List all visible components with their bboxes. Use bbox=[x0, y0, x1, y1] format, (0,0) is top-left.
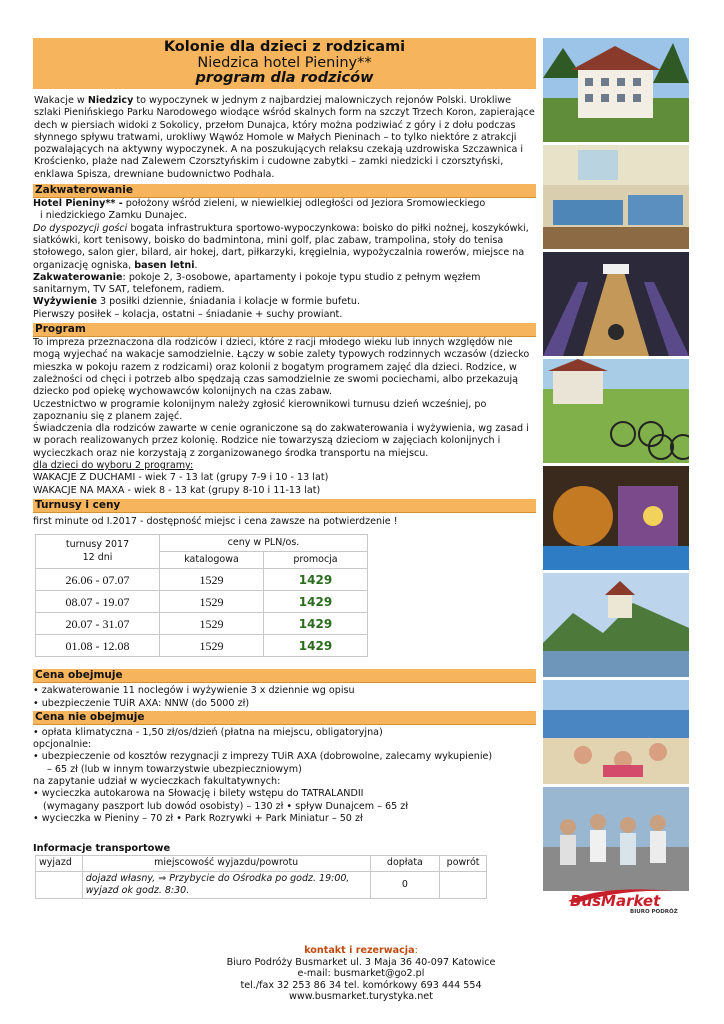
turnusy-header: turnusy 2017 12 dni bbox=[36, 535, 160, 569]
contact-label: kontakt i rezerwacja bbox=[304, 945, 415, 956]
intro-paragraph: Wakacje w Niedzicy to wypoczynek w jednym z najbardziej malowniczych rejonów Polski. Urokliwe szlaki Pienińskiego Parku Narodowego wiodące wśród skalnych form na szczyt Trzech Koron, zapierające dech w piersiach widoki z Sokolicy, przełom Dunajca, który można podziwiać z góry i z dołu podczas słynnego spływu tratwami, urokliwy Wąwóz Homole w Małych Pieninach – to tylko niektóre z atrakcji pozwalających na aktywny wypoczynek. A na poszukujących relaksu czekają uzdrowiska Szczawnica i Krościenko, plaże nad Zalewem Czorsztyńskim i cudowne zabytki – zamki niedzicki i czorsztyński, enklawa Spisza, drewniane budownictwo Podhala. bbox=[34, 95, 535, 180]
section-cena-obejmuje: Cena obejmuje bbox=[33, 669, 536, 683]
phone-numbers: tel./fax 32 253 86 34 tel. komórkowy 693 444 554 bbox=[240, 979, 482, 991]
table-row: 08.07 - 19.07 1529 1429 bbox=[36, 591, 368, 613]
first-minute-note: first minute od I.2017 - dostępność miejsc i cena zawsze na potwierdzenie ! bbox=[33, 515, 398, 527]
program-choice-label: dla dzieci do wyboru 2 programy: bbox=[33, 460, 194, 472]
hotel-building-photo bbox=[543, 38, 689, 142]
page-title: Kolonie dla dzieci z rodzicami bbox=[163, 39, 406, 55]
program-option-duchami: WAKACJE Z DUCHAMI - wiek 7 - 13 lat (grupy 7-9 i 10 - 13 lat) bbox=[33, 472, 329, 484]
svg-text:BusMarket: BusMarket bbox=[570, 892, 661, 910]
kids-group-photo bbox=[543, 787, 689, 891]
cena-obejmuje-list bbox=[33, 685, 536, 710]
section-zakwaterowanie: Zakwaterowanie bbox=[33, 184, 536, 198]
contact-footer: kontakt i rezerwacja: Biuro Podróży Busmarket ul. 3 Maja 36 40-097 Katowice e-mail: busmarket@go2.pl tel./fax 32 253 86 34 tel. komórkowy 693 444 554 www.busmarket.turystyka.net bbox=[33, 945, 689, 1003]
ceny-header: ceny w PLN/os. bbox=[160, 535, 368, 552]
list-item: • zakwaterowanie 11 noclegów i wyżywienie 3 x dziennie wg opisu bbox=[33, 685, 355, 697]
beach-lake-photo bbox=[543, 680, 689, 784]
table-row: dojazd własny, ⇒ Przybycie do Ośrodka po godz. 19:00, wyjazd ok godz. 8:30. 0 bbox=[36, 871, 487, 899]
section-cena-nie-obejmuje: Cena nie obejmuje bbox=[33, 711, 536, 725]
email-link[interactable]: e-mail: busmarket@go2.pl bbox=[297, 968, 425, 980]
transport-heading: Informacje transportowe bbox=[33, 843, 171, 855]
promocja-header: promocja bbox=[264, 552, 368, 569]
main-content bbox=[33, 38, 536, 899]
bicycles-photo bbox=[543, 359, 689, 463]
zakwaterowanie-body: Hotel Pieniny** - położony wśród zieleni, w niewielkiej odległości od Jeziora Sromowieckiego i niedzickiego Zamku Dunajec. Do dyspozycji gości bogata infrastruktura sportowo-wypoczynkowa: boisko do piłki nożnej, koszykówki, siatkówki, kort tenisowy, boisko do badmintona, mini golf, plac zabaw, trampolina, stoły do tenisa stołowego, salon gier, bilard, air hokej, dart, piłkarzyki, kręgielnia, wypożyczalnia rowerów, miejsce na organizację ogniska, basen letni. Zakwaterowanie: pokoje 2, 3-osobowe, apartamenty i pokoje typu studio z pełnym węzłem sanitarnym, TV SAT, telefonem, radiem. Wyżywienie 3 posiłki dziennie, śniadania i kolacje w formie bufetu. Pierwszy posiłek – kolacja, ostatni – śniadanie + suchy prowiant. bbox=[33, 198, 529, 320]
niedzica-castle-photo bbox=[543, 573, 689, 677]
cena-nie-obejmuje-list: • opłata klimatyczna - 1,50 zł/os/dzień (płatna na miejscu, obligatoryjna) opcjonalnie: • ubezpieczenie od kosztów rezygnacji z imprezy TUiR AXA (dobrowolne, zalecamy wykupienie) – 65 zł (lub w innym towarzystwie ubezpieczniowym) na zapytanie udział w wycieczkach fakultatywnych: • wycieczka autokarowa na Słowację i bilety wstępu do TATRALANDII (wymagany paszport lub dowód osobisty) – 130 zł • spływ Dunajcem – 65 zł • wycieczka w Pieniny – 70 zł • Park Rozrywki + Park Miniatur – 50 zł bbox=[33, 726, 493, 824]
program-body: To impreza przeznaczona dla rodziców i dzieci, które z racji młodego wieku lub innych względów nie mogą wyjechać na wakacje samodzielnie. Łączy w sobie zalety typowych rodzinnych wczasów (dziecko mieszka w pokoju razem z rodzicami) oraz kolonii z bogatym programem zajęć dla dzieci. Rodzice, w zależności od chęci i potrzeb albo spędzają czas samodzielnie ze swomi pociechami, albo przekazują dziecko pod opiekę wychowawców kolonijnych na czas zabaw. Uczestnictwo w programie kolonijnym należy zgłosić kierownikowi turnusu dzień wcześniej, po zapoznaniu się z planem zajęć. Świadczenia dla rodziców zawarte w cenie ograniczone są do zakwaterowania i wyżywienia, wg zasad i w porach realizowanych przez kolonię. Rodzice nie towarzyszą dzieciom w zajęciach kolonijnych i wycieczkach oraz nie korzystają z zorganizowanego środka transportu na miejscu. dla dzieci do wyboru 2 programy: WAKACJE Z DUCHAMI - wiek 7 - 13 lat (grupy 7-9 i 10 - 13 lat) WAKACJE NA MAXA - wiek 8 - 13 kat (grupy 8-10 i 11-13 lat) bbox=[33, 337, 536, 497]
niedzica-label: Niedzicy bbox=[87, 95, 134, 106]
katalogowa-header: katalogowa bbox=[160, 552, 264, 569]
bowling-alley-photo bbox=[543, 252, 689, 356]
title-banner bbox=[33, 38, 536, 89]
website-link[interactable]: www.busmarket.turystyka.net bbox=[289, 991, 433, 1003]
table-row: 20.07 - 31.07 1529 1429 bbox=[36, 613, 368, 635]
list-item: • ubezpieczenie TUiR AXA: NNW (do 5000 zł) bbox=[33, 697, 250, 709]
busmarket-logo bbox=[562, 883, 678, 915]
program-subtitle: program dla rodziców bbox=[195, 70, 374, 86]
table-row: 01.08 - 12.08 1529 1429 bbox=[36, 635, 368, 657]
section-turnusy: Turnusy i ceny bbox=[33, 499, 536, 513]
office-address: Biuro Podróży Busmarket ul. 3 Maja 36 40-097 Katowice bbox=[226, 956, 496, 968]
transport-table: wyjazd miejscowość wyjazdu/powrotu dopłata powrót dojazd własny, ⇒ Przybycie do Ośrodka po godz. 19:00, wyjazd ok godz. 8:30. 0 bbox=[35, 855, 487, 899]
hotel-name: Niedzica hotel Pieniny** bbox=[197, 54, 372, 71]
hotel-room-photo bbox=[543, 145, 689, 249]
price-table bbox=[35, 534, 368, 657]
photo-column bbox=[543, 38, 689, 894]
svg-text:BIURO PODRÓŻY: BIURO PODRÓŻY bbox=[630, 909, 678, 915]
table-row: 26.06 - 07.07 1529 1429 bbox=[36, 569, 368, 591]
theme-park-photo bbox=[543, 466, 689, 570]
program-option-maxa: WAKACJE NA MAXA - wiek 8 - 13 kat (grupy 8-10 i 11-13 lat) bbox=[33, 484, 321, 496]
section-program: Program bbox=[33, 323, 536, 337]
